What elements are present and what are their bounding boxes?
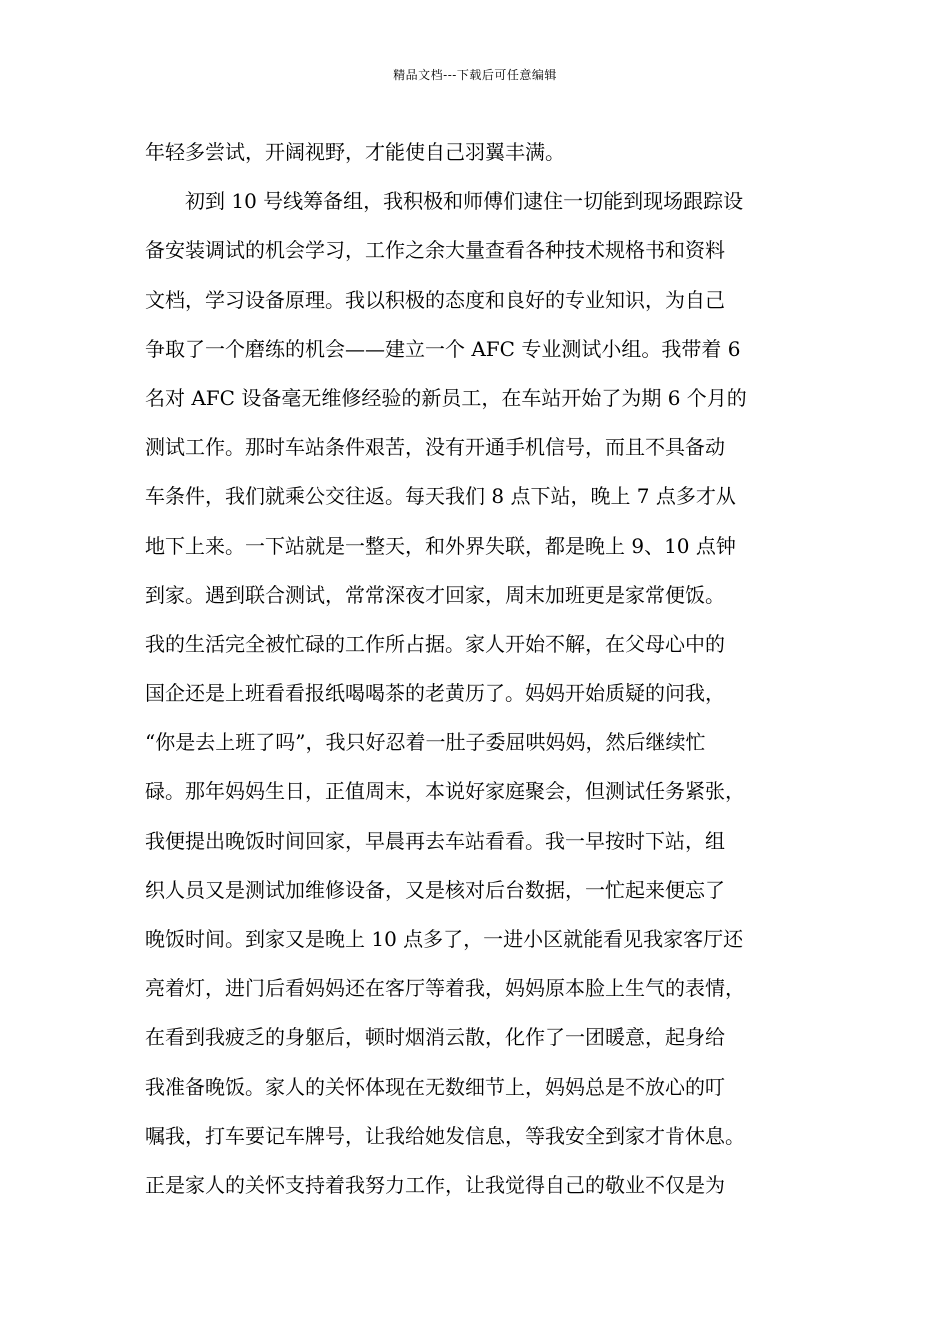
page-header: 精品文档---下载后可任意编辑 xyxy=(393,68,557,82)
text-line: 亮着灯，进门后看妈妈还在客厅等着我，妈妈原本脸上生气的表情， xyxy=(145,976,745,1001)
text-line: 车条件，我们就乘公交往返。每天我们 8 点下站，晚上 7 点多才从 xyxy=(145,484,736,509)
text-line: 国企还是上班看看报纸喝喝茶的老黄历了。妈妈开始质疑的问我， xyxy=(145,681,725,706)
text-line: “你是去上班了吗”，我只好忍着一肚子委屈哄妈妈，然后继续忙 xyxy=(145,730,706,755)
body-text xyxy=(145,128,825,1210)
text-line: 备安装调试的机会学习，工作之余大量查看各种技术规格书和资料 xyxy=(145,238,725,263)
text-line: 嘱我，打车要记车牌号，让我给她发信息，等我安全到家才肯休息。 xyxy=(145,1123,745,1148)
text-line: 我准备晚饭。家人的关怀体现在无数细节上，妈妈总是不放心的叮 xyxy=(145,1074,725,1099)
text-line: 争取了一个磨练的机会——建立一个 AFC 专业测试小组。我带着 6 xyxy=(145,336,741,361)
text-line: 在看到我疲乏的身躯后，顿时烟消云散，化作了一团暖意，起身给 xyxy=(145,1025,725,1050)
text-line: 我的生活完全被忙碌的工作所占据。家人开始不解，在父母心中的 xyxy=(145,631,725,656)
text-line: 到家。遇到联合测试，常常深夜才回家，周末加班更是家常便饭。 xyxy=(145,582,725,607)
text-line: 晚饭时间。到家又是晚上 10 点多了，一进小区就能看见我家客厅还 xyxy=(145,927,744,951)
text-line: 正是家人的关怀支持着我努力工作，让我觉得自己的敬业不仅是为 xyxy=(145,1172,725,1197)
text-line: 文档，学习设备原理。我以积极的态度和良好的专业知识，为自己 xyxy=(145,287,725,312)
text-line: 织人员又是测试加维修设备，又是核对后台数据，一忙起来便忘了 xyxy=(145,877,725,902)
text-line: 我便提出晚饭时间回家，早晨再去车站看看。我一早按时下站，组 xyxy=(145,828,725,853)
text-line: 地下上来。一下站就是一整天，和外界失联，都是晚上 9、10 点钟 xyxy=(145,533,736,558)
text-line: 名对 AFC 设备毫无维修经验的新员工，在车站开始了为期 6 个月的 xyxy=(145,385,747,410)
text-line: 测试工作。那时车站条件艰苦，没有开通手机信号，而且不具备动 xyxy=(145,435,725,460)
text-line: 初到 10 号线筹备组，我积极和师傅们逮住一切能到现场跟踪设 xyxy=(145,189,744,214)
text-line: 碌。那年妈妈生日，正值周末，本说好家庭聚会，但测试任务紧张， xyxy=(145,779,745,804)
text-line: 年轻多尝试，开阔视野，才能使自己羽翼丰满。 xyxy=(145,140,565,164)
